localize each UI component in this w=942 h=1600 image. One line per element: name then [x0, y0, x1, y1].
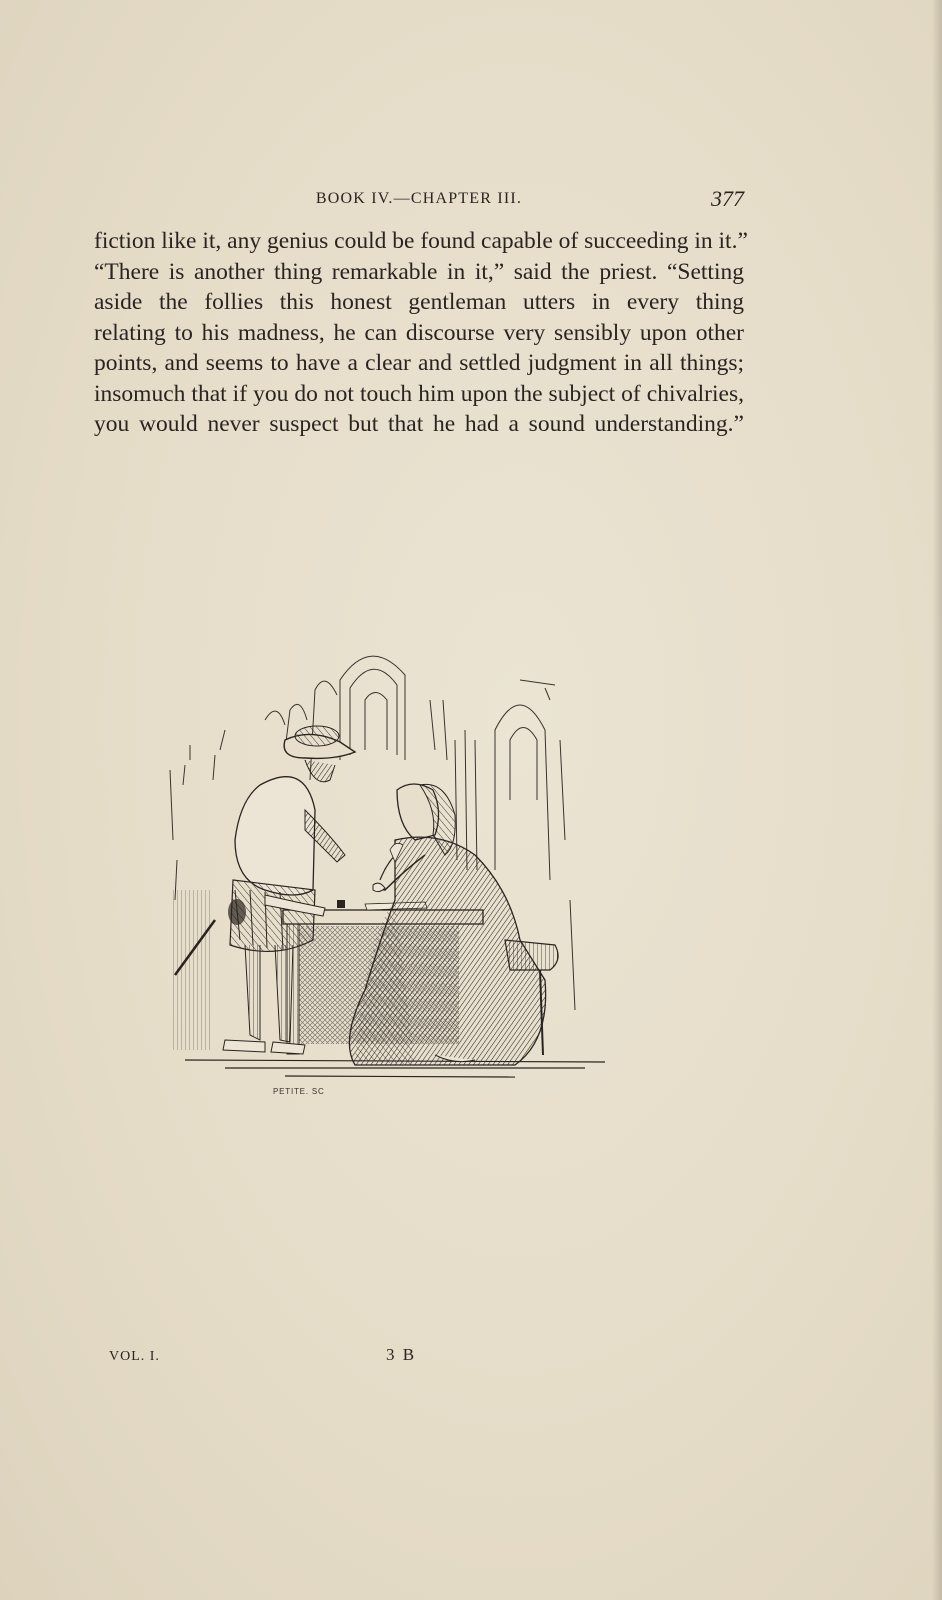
signature-mark: 3 B: [386, 1345, 417, 1364]
engraver-signature: PETITE. SC: [273, 1087, 325, 1096]
body-paragraph: [94, 226, 748, 440]
running-title: BOOK IV.—CHAPTER III.: [315, 190, 523, 207]
page-number: 377: [711, 186, 744, 211]
text-line: “There is another thing remarkable in it,” said the priest. “Setting: [94, 258, 744, 285]
text-line: points, and seems to have a clear and settled judgment in all things;: [94, 350, 744, 376]
text-line: fiction like it, any genius could be found capable of succeeding in it.”: [94, 228, 748, 254]
text-line: aside the follies this honest gentleman utters in every thing: [94, 289, 744, 315]
text-line: insomuch that if you do not touch him upon the subject of chivalries,: [94, 380, 744, 407]
volume-label: VOL. I.: [109, 1349, 160, 1364]
running-head: [94, 186, 744, 216]
wall-hatch: [170, 890, 210, 1050]
text-line: relating to his madness, he can discourse very sensibly upon other: [94, 319, 744, 346]
engraving-svg: [165, 640, 625, 1110]
text-line: you would never suspect but that he had a sound understanding.”: [94, 411, 744, 437]
page-edge-shadow: [932, 0, 942, 1600]
engraving-illustration: [165, 640, 625, 1110]
